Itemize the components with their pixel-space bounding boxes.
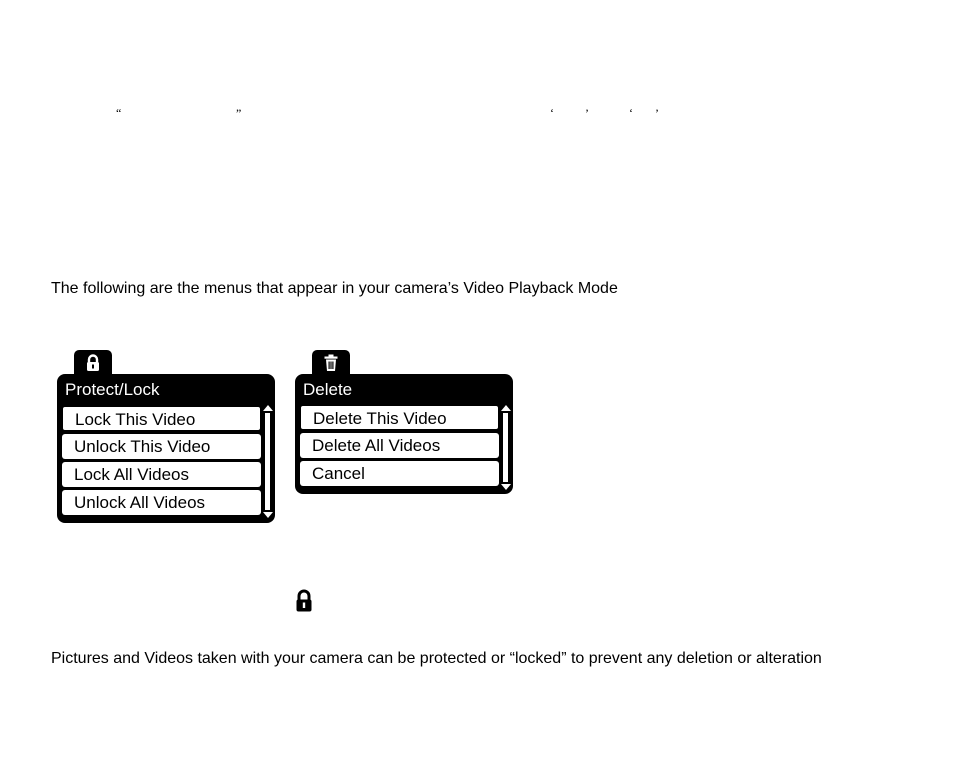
scrollbar[interactable] [500, 405, 512, 490]
menu-item-lock-this-video[interactable]: Lock This Video [62, 406, 261, 431]
lock-icon [85, 354, 101, 372]
scroll-up-icon[interactable] [501, 405, 511, 411]
menu-item-delete-this-video[interactable]: Delete This Video [300, 405, 499, 430]
menu-item-delete-all-videos[interactable]: Delete All Videos [300, 433, 499, 458]
body-text: Pictures and Videos taken with your camera can be protected or “locked” to prevent any deletion or alteration [51, 650, 822, 667]
scroll-down-icon[interactable] [263, 512, 273, 518]
delete-menu [295, 374, 513, 494]
menu-item-cancel[interactable]: Cancel [300, 461, 499, 486]
intro-text: The following are the menus that appear in your camera’s Video Playback Mode [51, 280, 618, 297]
menu-title: Protect/Lock [65, 380, 160, 399]
lock-icon [294, 589, 314, 613]
delete-tab [312, 350, 350, 376]
menu-item-unlock-all-videos[interactable]: Unlock All Videos [62, 490, 261, 515]
open-double-quote: “ [116, 106, 122, 120]
menu-item-lock-all-videos[interactable]: Lock All Videos [62, 462, 261, 487]
trash-icon [323, 354, 339, 372]
open-single-quote: ‘ [629, 106, 633, 120]
close-single-quote: ’ [585, 106, 589, 120]
protect-lock-menu [57, 374, 275, 523]
close-double-quote: ” [236, 106, 242, 120]
menu-title: Delete [303, 380, 353, 399]
scroll-track [503, 413, 508, 482]
close-single-quote: ’ [655, 106, 659, 120]
scroll-track [265, 413, 270, 510]
menu-item-unlock-this-video[interactable]: Unlock This Video [62, 434, 261, 459]
protect-tab [74, 350, 112, 376]
scroll-down-icon[interactable] [501, 484, 511, 490]
scroll-up-icon[interactable] [263, 405, 273, 411]
scrollbar[interactable] [262, 405, 274, 518]
open-single-quote: ‘ [550, 106, 554, 120]
